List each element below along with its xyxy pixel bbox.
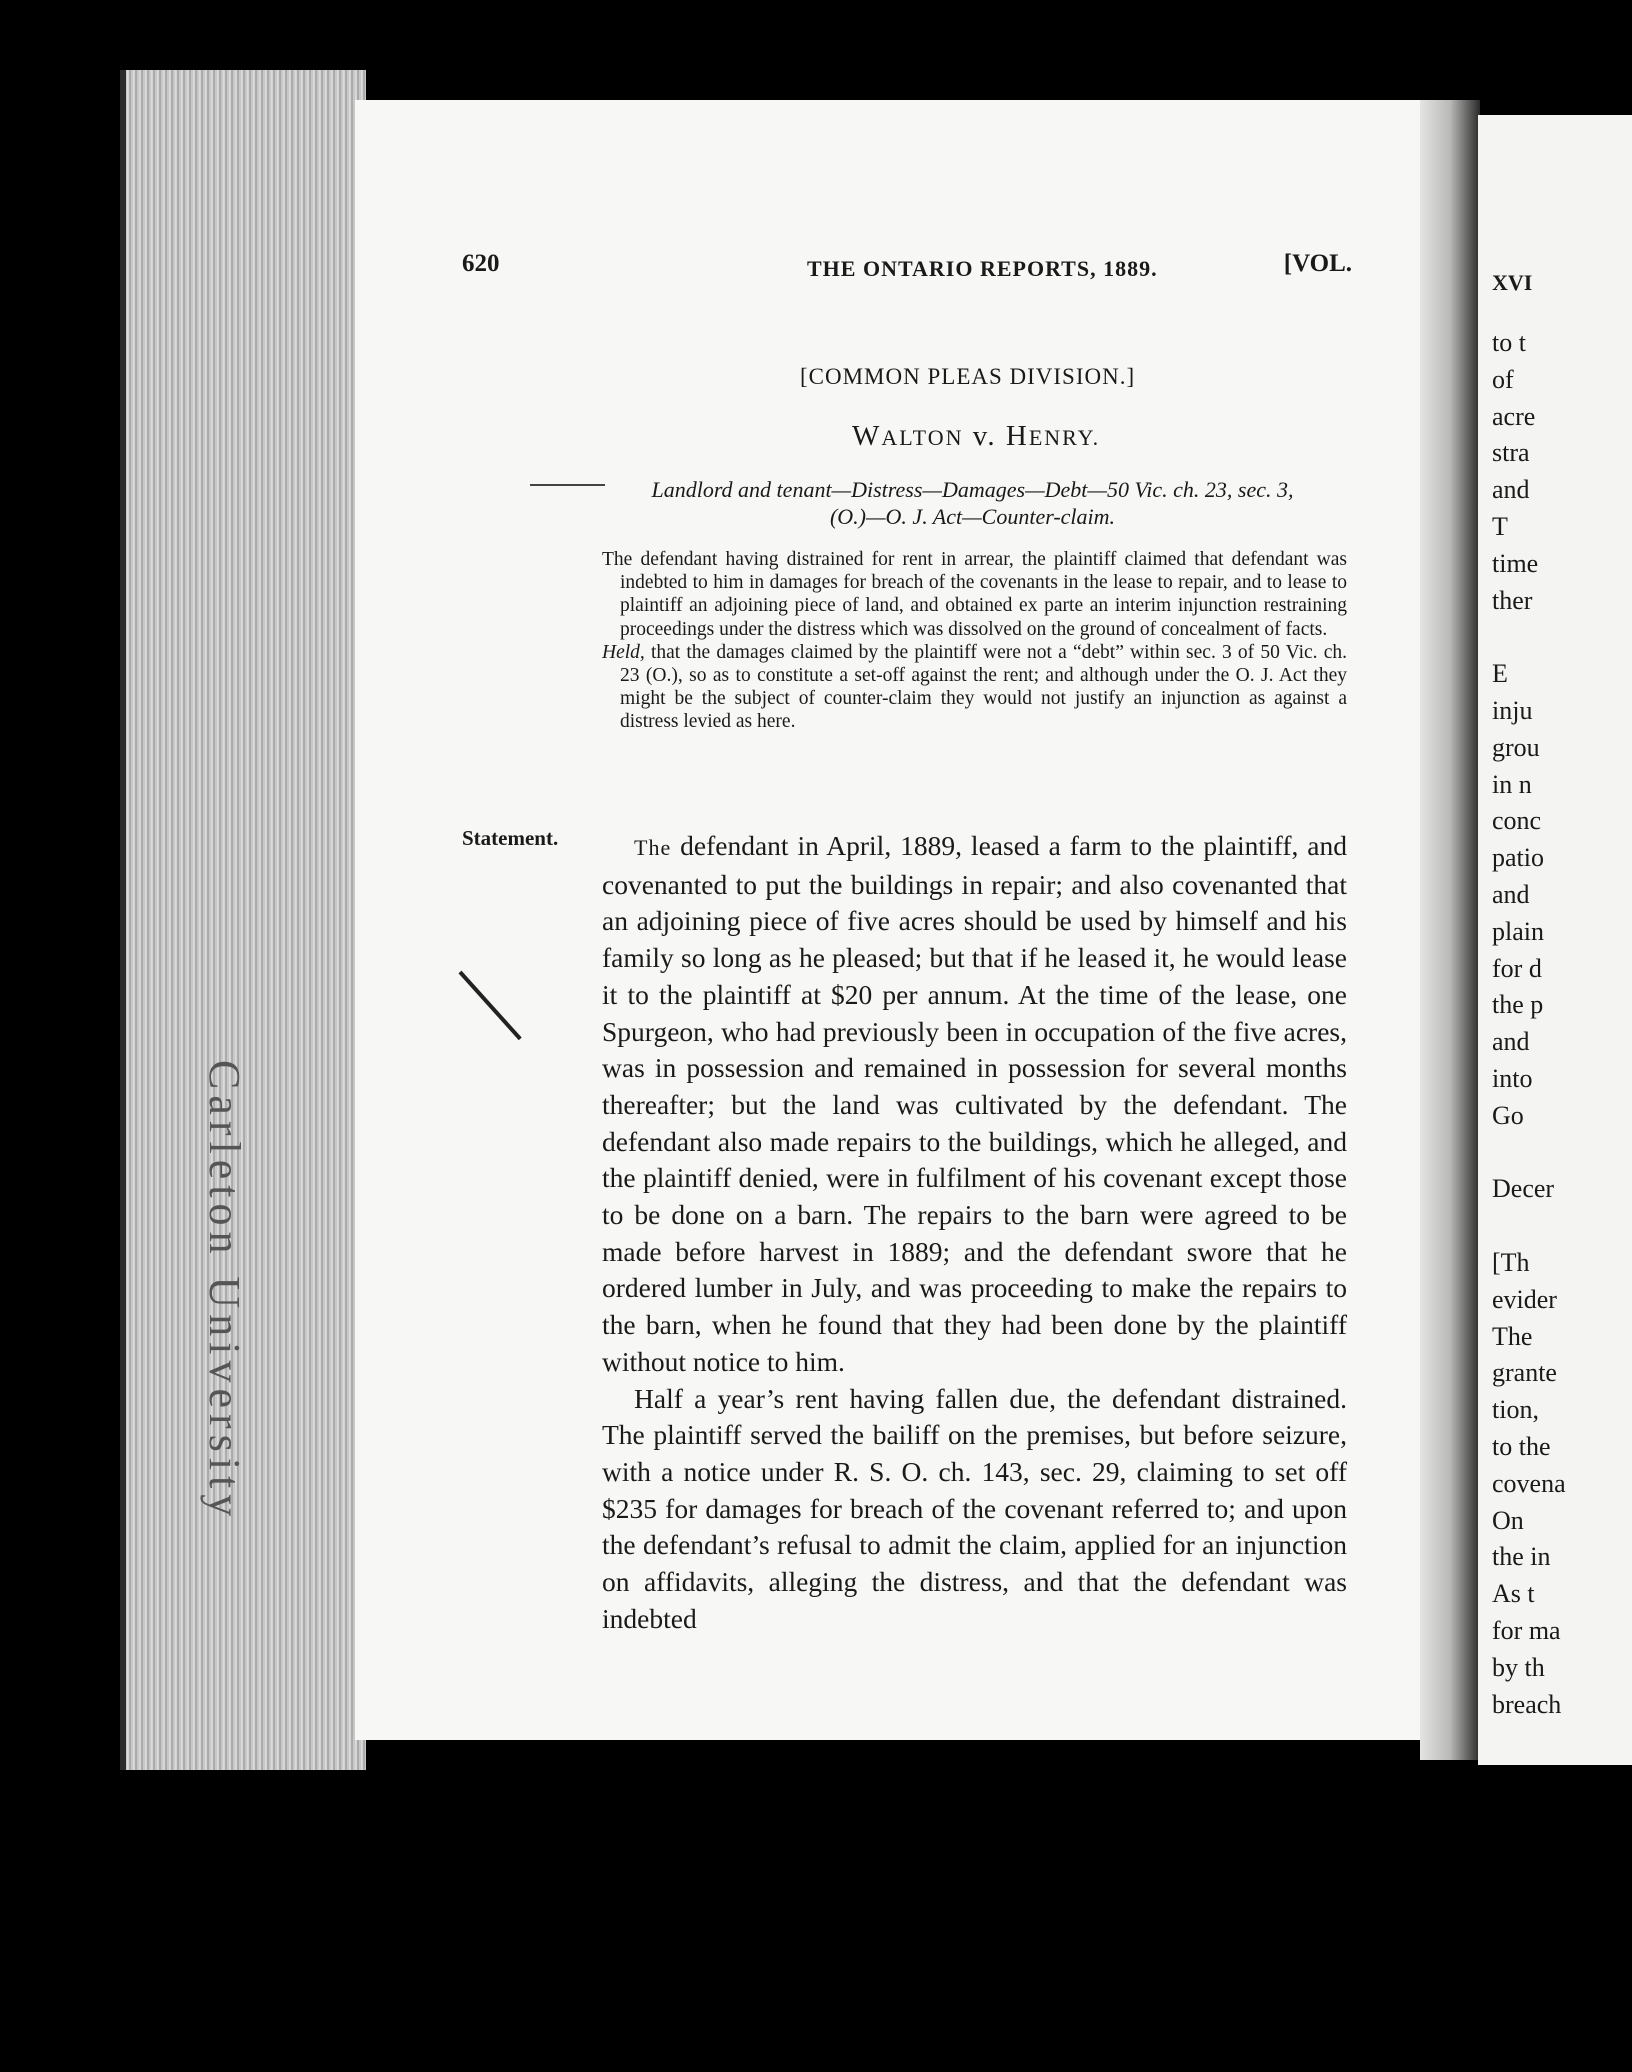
right-page-line: [Th <box>1492 1248 1530 1277</box>
right-page-line: to the <box>1492 1432 1551 1461</box>
page-header <box>462 250 1352 290</box>
headnote <box>602 548 1347 734</box>
right-page-line: the in <box>1492 1542 1551 1572</box>
running-head: THE ONTARIO REPORTS, 1889. <box>807 256 1158 281</box>
right-page-line: E <box>1492 659 1508 689</box>
right-page-line: for d <box>1492 953 1542 983</box>
right-page-line: Go <box>1492 1100 1524 1130</box>
right-page-line: grante <box>1492 1358 1557 1388</box>
body-paragraph-2: Half a year’s rent having fallen due, the defendant distrained. The plaintiff served the bailiff on the premises, but before seizure, with a notice under R. S. O. ch. 143, sec. 29, claiming to set off $235 for damages for breach of the covenant referred to; and upon the defendant’s refusal to admit the claim, applied for an injunction on affidavits, alleging the distress, and that the defendant was indebted <box>602 1382 1347 1634</box>
body-paragraph-1: The defendant in April, 1889, leased a farm to the plaintiff, and covenanted to put the buildings in repair; and also covenanted that an adjoining piece of five acres should be used by himself and his family so long as he pleased; but that if he leased it, he would lease it to the plaintiff at $20 per annum. At the time of the lease, one Spurgeon, who had previously been in occupation of the five acres, was in possession and remained in possession for several months thereafter; but the land was cultivated by the defendant. The defendant also made repairs to the buildings, which he alleged, and the plaintiff denied, were in fulfilment of his covenant except those to be done on a barn. The repairs to the barn were agreed to be made before harvest in 1889; and the defendant swore that he ordered lumber in July, and was proceeding to make the repairs to the barn, when he found that they had been done by the plaintiff without notice to him. <box>602 830 1347 1377</box>
pencil-mark <box>530 484 605 486</box>
library-stamp: Carleton University <box>200 1060 249 1523</box>
right-page-line: of <box>1492 364 1514 394</box>
headnote-facts: The defendant having distrained for rent in arrear, the plaintiff claimed that defendant was indebted to him in damages for breach of the covenants in the lease to repair, and to lease to plaintiff an adjoining piece of land, and obtained ex parte an interim injunction restraining proceedings under the distress which was dissolved on the ground of concealment of facts. <box>602 549 1347 640</box>
right-page-line: evider <box>1492 1284 1557 1314</box>
right-page-line: tion, <box>1492 1395 1539 1425</box>
right-page-line: into <box>1492 1064 1533 1093</box>
catchwords <box>600 476 1345 530</box>
catchwords-line-2: (O.)—O. J. Act—Counter-claim. <box>829 504 1116 529</box>
division-heading: [COMMON PLEAS DIVISION.] <box>800 364 1136 389</box>
right-page-line: Decer <box>1492 1174 1555 1204</box>
page-number: 620 <box>462 250 500 277</box>
right-page-line: patio <box>1492 843 1544 873</box>
right-page-line: The <box>1492 1321 1533 1351</box>
right-page-line: On <box>1492 1505 1524 1535</box>
right-page-line: and <box>1492 1027 1530 1057</box>
right-page-line: in n <box>1492 769 1532 799</box>
right-page-line: stra <box>1492 438 1530 468</box>
right-page-line: to t <box>1492 328 1526 357</box>
right-page-line: plain <box>1492 916 1544 946</box>
right-page-line: conc <box>1492 806 1542 836</box>
right-page-line: inju <box>1492 696 1533 725</box>
right-page-line: ther <box>1492 585 1533 615</box>
book-gutter <box>1420 100 1480 1760</box>
headnote-held: Held, that the damages claimed by the plaintiff were not a “debt” within sec. 3 of 50 Vic. ch. 23 (O.), so as to constitute a set-off against the rent; and although under the O. J. Act they might be the subject of counter-claim they would not justify an injunction as against a distress levied as here. <box>602 641 1347 733</box>
catchwords-line-1: Landlord and tenant—Distress—Damages—Debt—50 Vic. ch. 23, sec. 3, <box>651 477 1294 502</box>
right-page-line: T <box>1492 512 1508 541</box>
body-text <box>602 828 1347 1637</box>
volume-label: [VOL. <box>1283 250 1352 277</box>
right-page-line: grou <box>1492 732 1540 762</box>
right-page-line: time <box>1492 548 1539 578</box>
right-page-line: the p <box>1492 990 1544 1020</box>
statement-label: Statement. <box>462 826 559 850</box>
right-page-line: for ma <box>1492 1616 1561 1645</box>
right-page-line: breach <box>1492 1689 1562 1719</box>
right-page-header: XVI <box>1492 270 1533 295</box>
right-page-line: by th <box>1492 1652 1545 1682</box>
case-title: WALTON v. HENRY. <box>852 420 1101 452</box>
right-page-line: As t <box>1492 1579 1535 1609</box>
right-page-line: acre <box>1492 401 1536 431</box>
right-page-line: and <box>1492 475 1530 505</box>
right-page <box>1478 115 1632 1765</box>
right-page-line: and <box>1492 880 1530 909</box>
right-page-line: covena <box>1492 1468 1566 1498</box>
